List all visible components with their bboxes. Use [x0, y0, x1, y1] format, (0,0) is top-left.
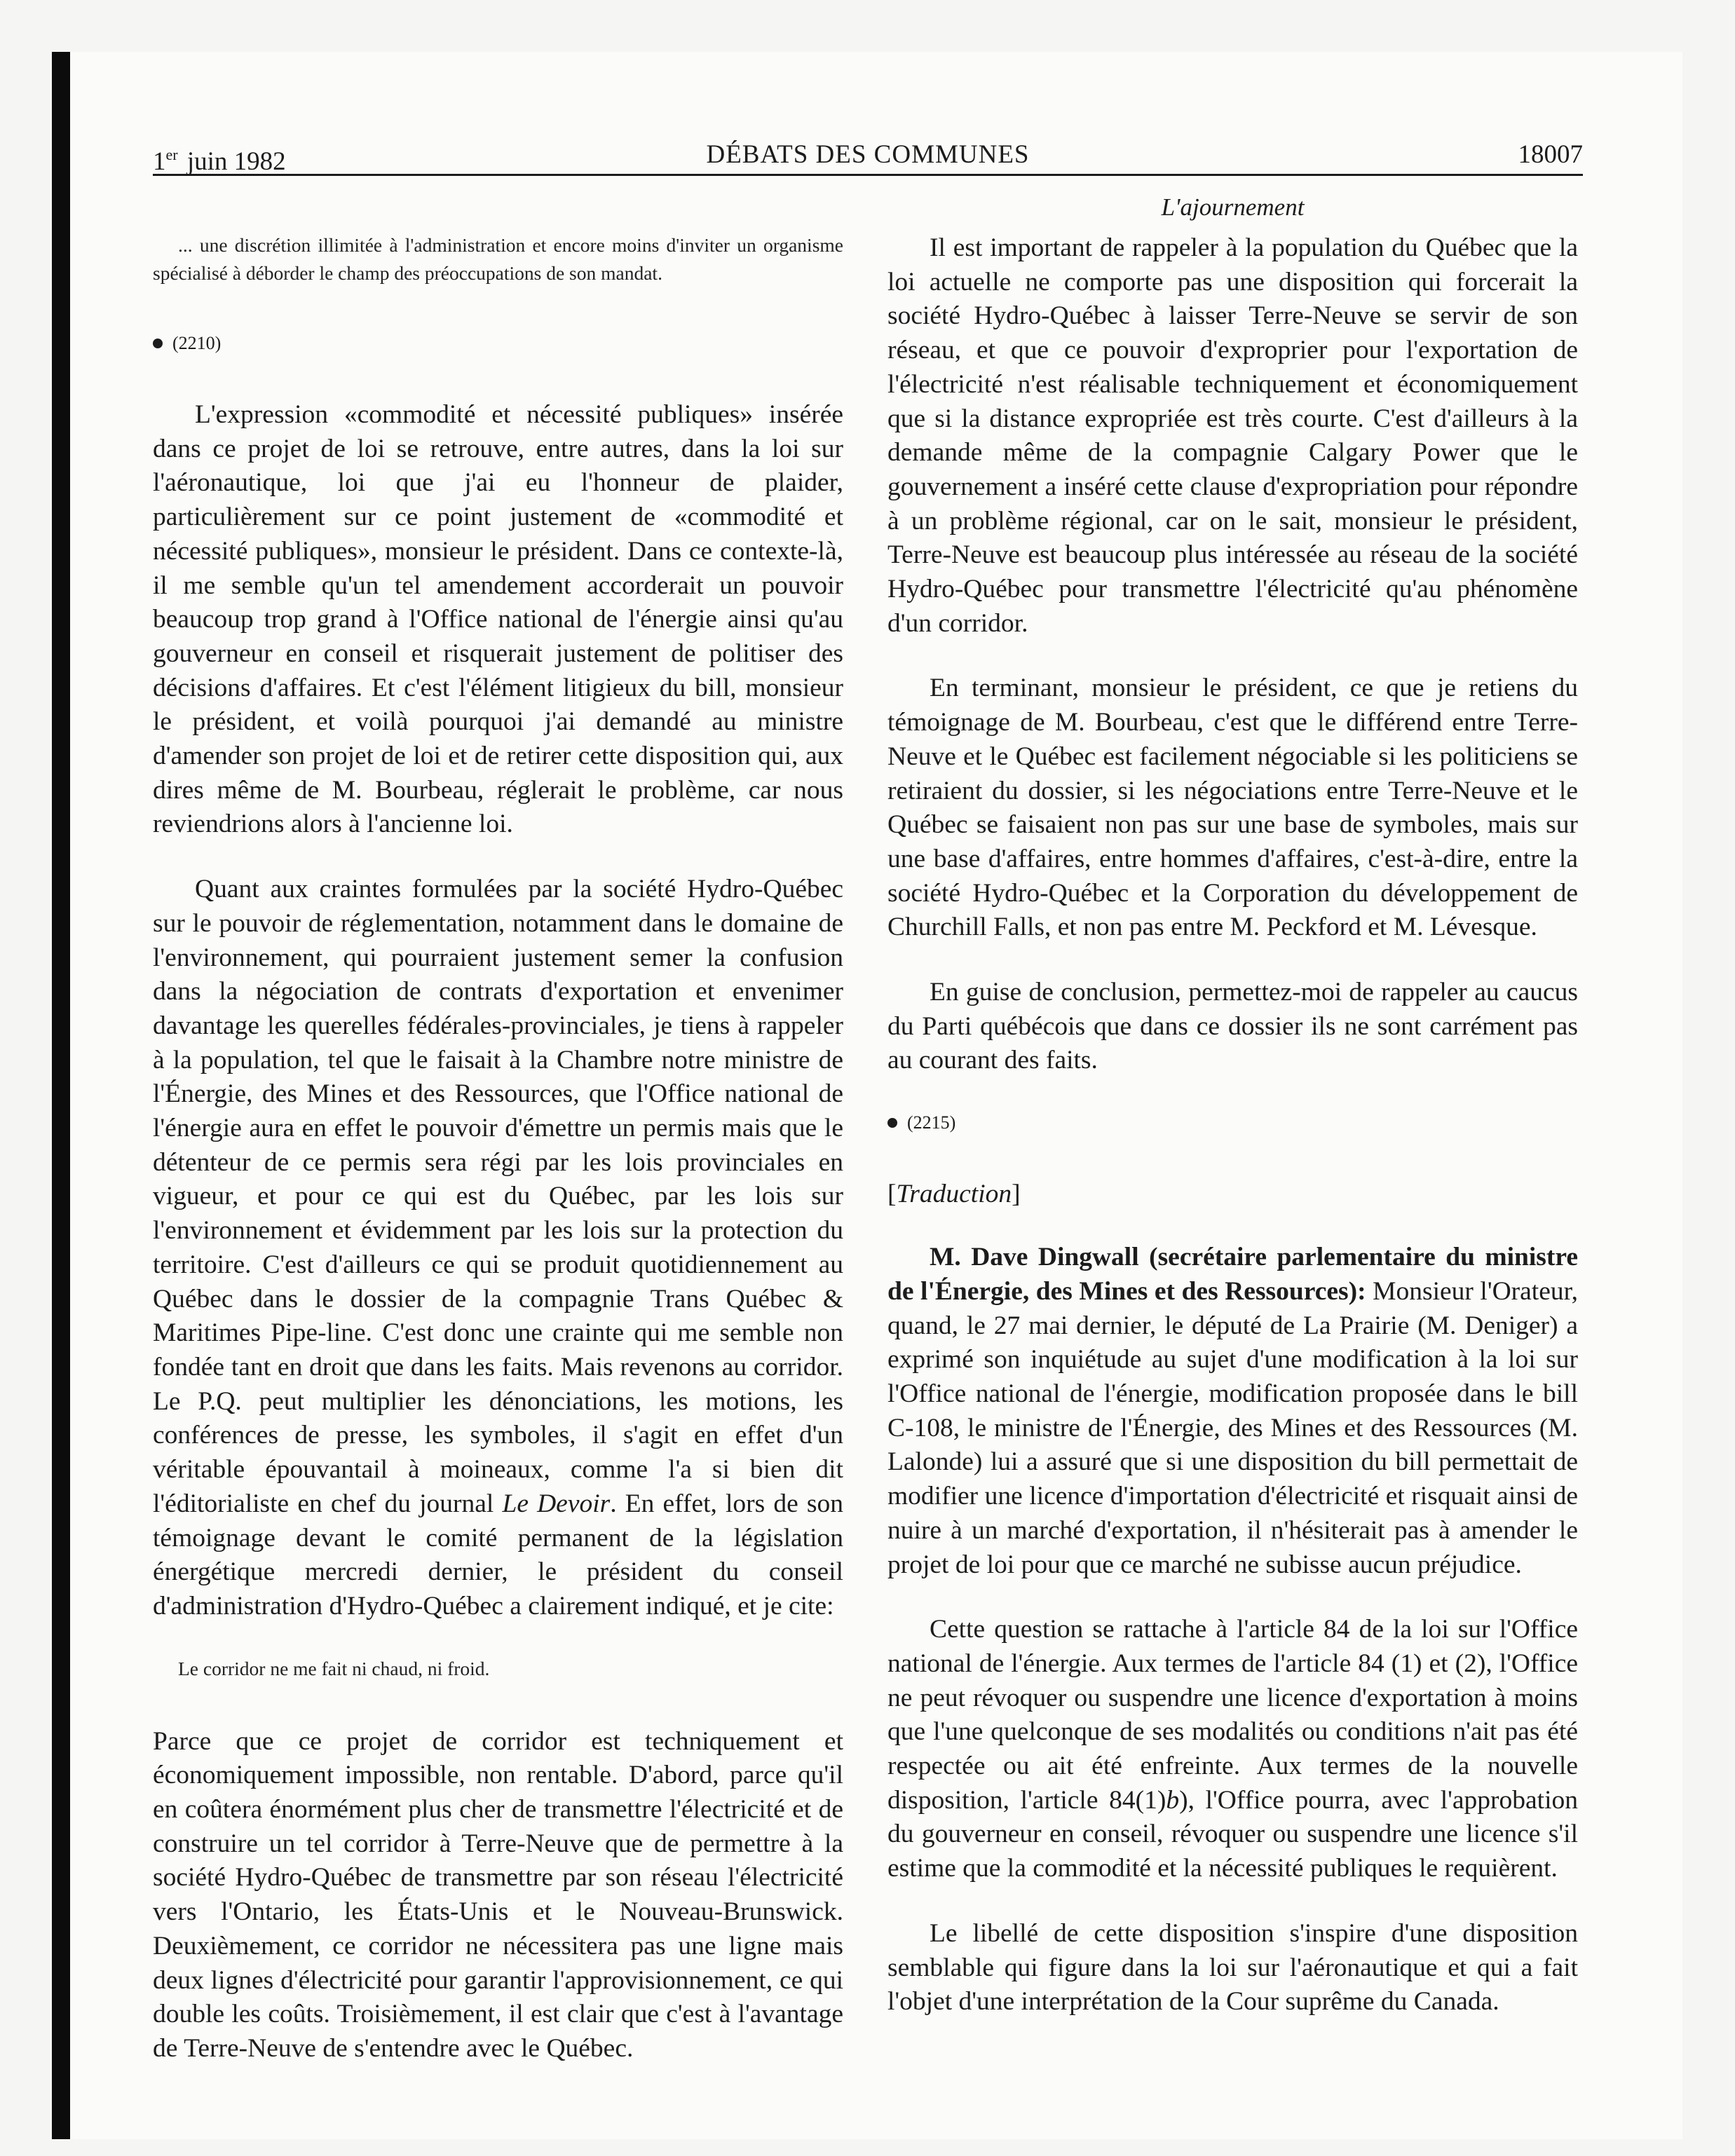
paragraph: L'expression «commodité et nécessité publiques» insérée dans ce projet de loi se retrouve, entre autres, dans la loi sur l'aéronautique, loi que j'ai eu l'honneur de plaider, particulièrement sur ce point justement de «commodité et nécessité publiques», monsieur le président. Dans ce contexte-là, il me semble qu'un tel amendement accorderait un pouvoir beaucoup trop grand à l'Office national de l'énergie ainsi qu'au gouverneur en conseil et risquerait justement de politiser des décisions d'affaires. Et c'est l'élément litigieux du bill, monsieur le président, et voilà pourquoi j'ai demandé au ministre d'amender son projet de loi et de retirer cette disposition qui, aux dires même de M. Bourbeau, réglerait le problème, car nous reviendrions alors à l'ancienne loi.: [153, 400, 843, 839]
time-marker-label: (2210): [172, 333, 222, 353]
speaker-name: M. Dave Dingwall (secrétaire parlementaire du ministre de l'Énergie, des Mines et des Ressources):: [887, 1243, 1578, 1306]
paragraph-text: Quant aux craintes formulées par la société Hydro-Québec sur le pouvoir de réglementation, notamment dans le domaine de l'environnement, qui pourraient justement semer la confusion dans la négociation de contrats d'exportation et envenimer davantage les querelles fédérales-provinciales, je tiens à rappeler à la population, tel que le faisait à la Chambre notre ministre de l'Énergie, des Mines et des Ressources, que l'Office national de l'énergie aura en effet le pouvoir d'émettre un permis mais que le détenteur de ce permis sera régi par les lois provinciales en vigueur, et pour ce qui est du Québec, par les lois sur l'environnement et évidemment par les lois sur la protection du territoire. C'est d'ailleurs ce qui se produit quotidiennement au Québec dans le dossier de la compagnie Trans Québec & Maritimes Pipe-line. C'est donc une crainte qui me semble non fondée tant en droit que dans les faits. Mais revenons au corridor. Le P.Q. peut multiplier les dénonciations, les motions, les conférences de presse, les symboles, il s'agit en effet d'un véritable épouvantail à moineaux, comme l'a si bien dit l'éditorialiste en chef du journal: [153, 875, 843, 1518]
bullet-icon: [153, 339, 163, 348]
date-day: 1: [153, 147, 166, 176]
time-marker: [887, 1109, 1578, 1137]
header-title: DÉBATS DES COMMUNES: [706, 140, 1030, 169]
date-month-year: juin 1982: [180, 147, 286, 176]
paragraph-text: Cette question se rattache à l'article 84 de la loi sur l'Office national de l'énergie. Aux termes de l'article 84 (1) et (2), l'Office ne peut révoquer ou suspendre une licence d'exportation à moins que l'une quelconque de ses modalités ou conditions n'ait pas été respectée ou ait été enfreinte. Aux termes de la nouvelle disposition, l'article 84(1): [887, 1615, 1578, 1815]
paragraph-text: ), l'Office pourra, avec l'approbation du gouverneur en conseil, révoquer ou suspendre une licence s'il estime que la commodité et la nécessité publiques le requièrent.: [887, 1785, 1578, 1883]
bullet-icon: [887, 1118, 897, 1128]
paragraph-letter: b: [1166, 1785, 1180, 1815]
paragraph: [153, 873, 843, 1623]
date-superscript: er: [165, 146, 178, 163]
paragraph-text: Monsieur l'Orateur, quand, le 27 mai dernier, le député de La Prairie (M. Deniger) a exprimé son inquiétude au sujet d'une modification à la loi sur l'Office national de l'énergie, modification proposée dans le bill C-108, le ministre de l'Énergie, des Mines et des Ressources (M. Lalonde) lui a assuré que si une disposition du bill permettait de modifier une licence d'importation d'électricité et risquait ainsi de nuire à un marché d'exportation, il n'hésiterait pas à amender le projet de loi pour que ce marché ne subisse aucun préjudice.: [887, 1276, 1578, 1579]
paragraph: En terminant, monsieur le président, ce que je retiens du témoignage de M. Bourbeau, c'est que le différend entre Terre-Neuve et le Québec est facilement négociable si les politiciens se retiraient du dossier, si les négociations entre Terre-Neuve et le Québec se faisaient non pas sur une base de symboles, mais sur une base d'affaires, entre hommes d'affaires, c'est-à-dire, entre la société Hydro-Québec et la Corporation du développement de Churchill Falls, et non pas entre M. Peckford et M. Lévesque.: [887, 674, 1578, 942]
running-head: L'ajournement: [1161, 193, 1305, 221]
paragraph: [887, 1613, 1578, 1886]
newspaper-title: Le Devoir: [502, 1489, 611, 1518]
header-rule: [153, 174, 1583, 176]
translation-label-text: Traduction: [896, 1180, 1012, 1209]
page-header: [153, 137, 1583, 179]
paragraph: Il est important de rappeler à la population du Québec que la loi actuelle ne comporte pas une disposition qui forcerait la société Hydro-Québec à laisser Terre-Neuve se servir de son réseau, et que ce pouvoir d'exproprier pour l'exportation de l'électricité n'est réalisable techniquement et économiquement que si la distance expropriée est très courte. C'est d'ailleurs à la demande même de la compagnie Calgary Power que le gouvernement a inséré cette clause d'expropriation pour répondre à un problème régional, car on le sait, monsieur le président, Terre-Neuve est beaucoup plus intéressée au réseau de la société Hydro-Québec pour transmettre l'électricité qu'au phénomène d'un corridor.: [887, 233, 1578, 638]
paragraph: En guise de conclusion, permettez-moi de rappeler au caucus du Parti québécois que dans ce dossier ils ne sont carrément pas au courant des faits.: [887, 978, 1578, 1075]
time-marker: [153, 329, 843, 357]
scan-binding-edge: [52, 52, 70, 2139]
quoted-excerpt: Le corridor ne me fait ni chaud, ni froid.: [178, 1657, 490, 1679]
header-page-number: 18007: [1518, 140, 1583, 169]
left-column: [153, 231, 843, 2097]
paragraph: [887, 1241, 1578, 1582]
quoted-excerpt: ... une discrétion illimitée à l'administration et encore moins d'inviter un organisme spécialisé à déborder le champ des préoccupations de son mandat.: [153, 234, 843, 284]
right-column: [887, 191, 1578, 2050]
paragraph-text: . En effet, lors de son témoignage devant le comité permanent de la législation énergétique mercredi dernier, le président du conseil d'administration d'Hydro-Québec a clairement indiqué, et je cite:: [153, 1489, 844, 1621]
translation-label: [Traduction]: [887, 1180, 1021, 1209]
time-marker-label: (2215): [907, 1112, 956, 1133]
paragraph: Le libellé de cette disposition s'inspire d'une disposition semblable qui figure dans la loi sur l'aéronautique et qui a fait l'objet d'une interprétation de la Cour suprême du Canada.: [887, 1918, 1578, 2017]
paragraph: Parce que ce projet de corridor est techniquement et économiquement impossible, non rentable. D'abord, parce qu'il en coûtera énormément plus cher de transmettre l'électricité et de construire un tel corridor à Terre-Neuve que de permettre à la société Hydro-Québec de transmettre par son réseau l'électricité vers l'Ontario, les États-Unis et le Nouveau-Brunswick. Deuxièmement, ce corridor ne nécessitera pas une ligne mais deux lignes d'électricité pour garantir l'approvisionnement, ce qui double les coûts. Troisièmement, il est clair que c'est à l'avantage de Terre-Neuve de s'entendre avec le Québec.: [153, 1726, 843, 2063]
